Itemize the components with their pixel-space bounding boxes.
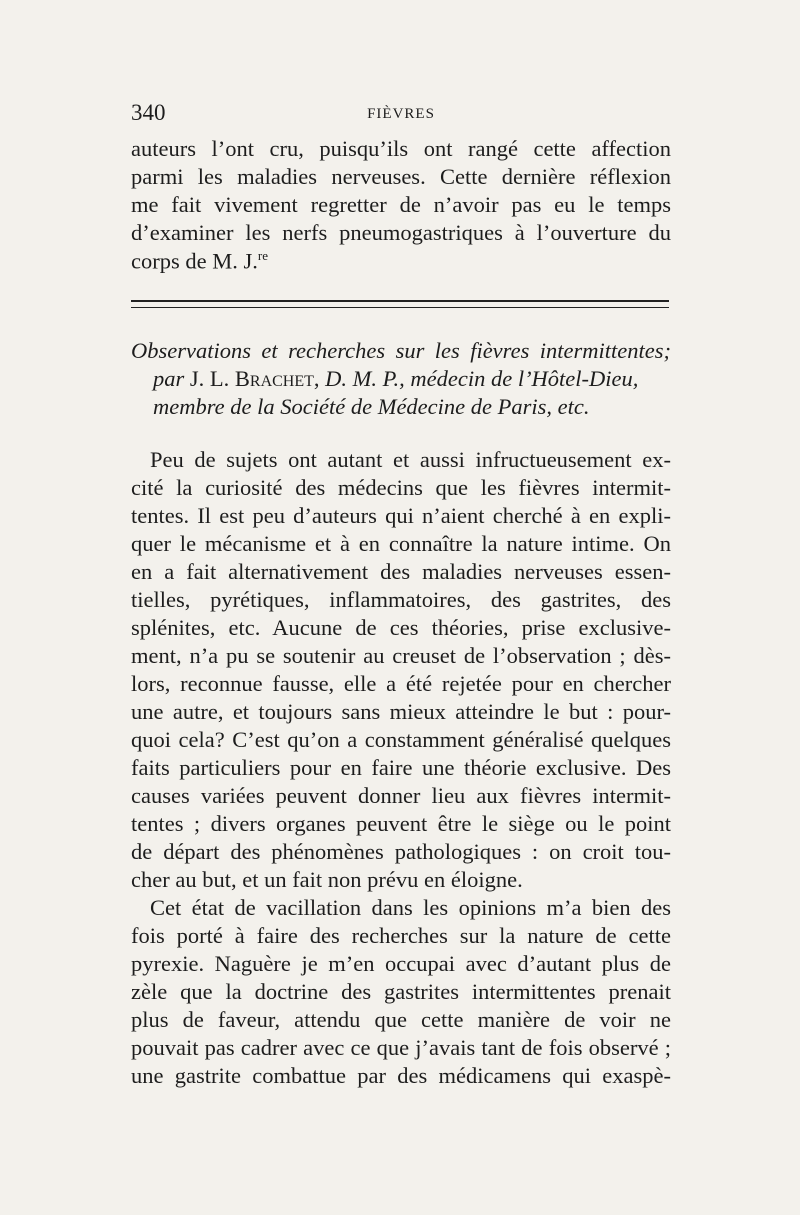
title-par: par (153, 366, 185, 391)
title-author-line (153, 366, 638, 392)
section-rule-thin (131, 307, 669, 308)
text-line: auteurs l’ont cru, puisqu’ils ont rangé cette affection (131, 136, 671, 161)
paragraph-line: cher au but, et un fait non prévu en éloigne. (131, 867, 523, 892)
author-comma: , (313, 366, 320, 391)
paragraph-line: une autre, et toujours sans mieux atteindre le but : pour- (131, 699, 671, 724)
paragraph-line: zèle que la doctrine des gastrites intermittentes prenait (131, 979, 671, 1004)
page-header (131, 100, 671, 130)
text-line-main: corps de M. J. (131, 248, 258, 274)
paragraph-line: splénites, etc. Aucune de ces théories, prise exclusive- (131, 615, 671, 640)
title-line: membre de la Société de Médecine de Paris, etc. (153, 394, 590, 419)
page-number: 340 (131, 100, 166, 125)
paragraph-line: cité la curiosité des médecins que les fièvres intermit- (131, 475, 671, 500)
paragraph-line: tentes ; divers organes peuvent être le siège ou le point (131, 811, 671, 836)
paragraph-line: causes variées peuvent donner lieu aux fièvres intermit- (131, 783, 671, 808)
paragraph-line: tielles, pyrétiques, inflammatoires, des gastrites, des (131, 587, 671, 612)
paragraph-line: quer le mécanisme et à en connaître la nature intime. On (131, 531, 671, 556)
paragraph-line: lors, reconnue fausse, elle a été rejetée pour en chercher (131, 671, 671, 696)
text-line: d’examiner les nerfs pneumogastriques à l’ouverture du (131, 220, 671, 245)
running-head: FIÈVRES (367, 106, 435, 122)
author-name: J. L. Brachet (189, 366, 314, 391)
paragraph-line: quoi cela? C’est qu’on a constamment généralisé quelques (131, 727, 671, 752)
paragraph-line: Peu de sujets ont autant et aussi infructueusement ex- (150, 447, 671, 472)
author-credentials: D. M. P., médecin de l’Hôtel-Dieu, (325, 366, 639, 391)
paragraph-line: une gastrite combattue par des médicamens qui exaspè- (131, 1063, 671, 1088)
text-line: parmi les maladies nerveuses. Cette dernière réflexion (131, 164, 671, 189)
section-rule-thick (131, 300, 669, 302)
paragraph-line: ment, n’a pu se soutenir au creuset de l’observation ; dès- (131, 643, 671, 668)
paragraph-line: pouvait pas cadrer avec ce que j’avais tant de fois observé ; (131, 1035, 671, 1060)
paragraph-line: faits particuliers pour en faire une théorie exclusive. Des (131, 755, 671, 780)
text-line: me fait vivement regretter de n’avoir pas eu le temps (131, 192, 671, 217)
paragraph-line: fois porté à faire des recherches sur la nature de cette (131, 923, 671, 948)
paragraph-line: plus de faveur, attendu que cette manière de voir ne (131, 1007, 671, 1032)
paragraph-line: pyrexie. Naguère je m’en occupai avec d’autant plus de (131, 951, 671, 976)
paragraph-line: Cet état de vacillation dans les opinions m’a bien des (150, 895, 671, 920)
paragraph-line: de départ des phénomènes pathologiques : on croit tou- (131, 839, 671, 864)
paragraph-line: tentes. Il est peu d’auteurs qui n’aient cherché à en expli- (131, 503, 671, 528)
text-line (131, 248, 671, 275)
paragraph-line: en a fait alternativement des maladies nerveuses essen- (131, 559, 671, 584)
title-line: Observations et recherches sur les fièvres intermittentes; (131, 338, 671, 363)
superscript: re (257, 248, 268, 263)
